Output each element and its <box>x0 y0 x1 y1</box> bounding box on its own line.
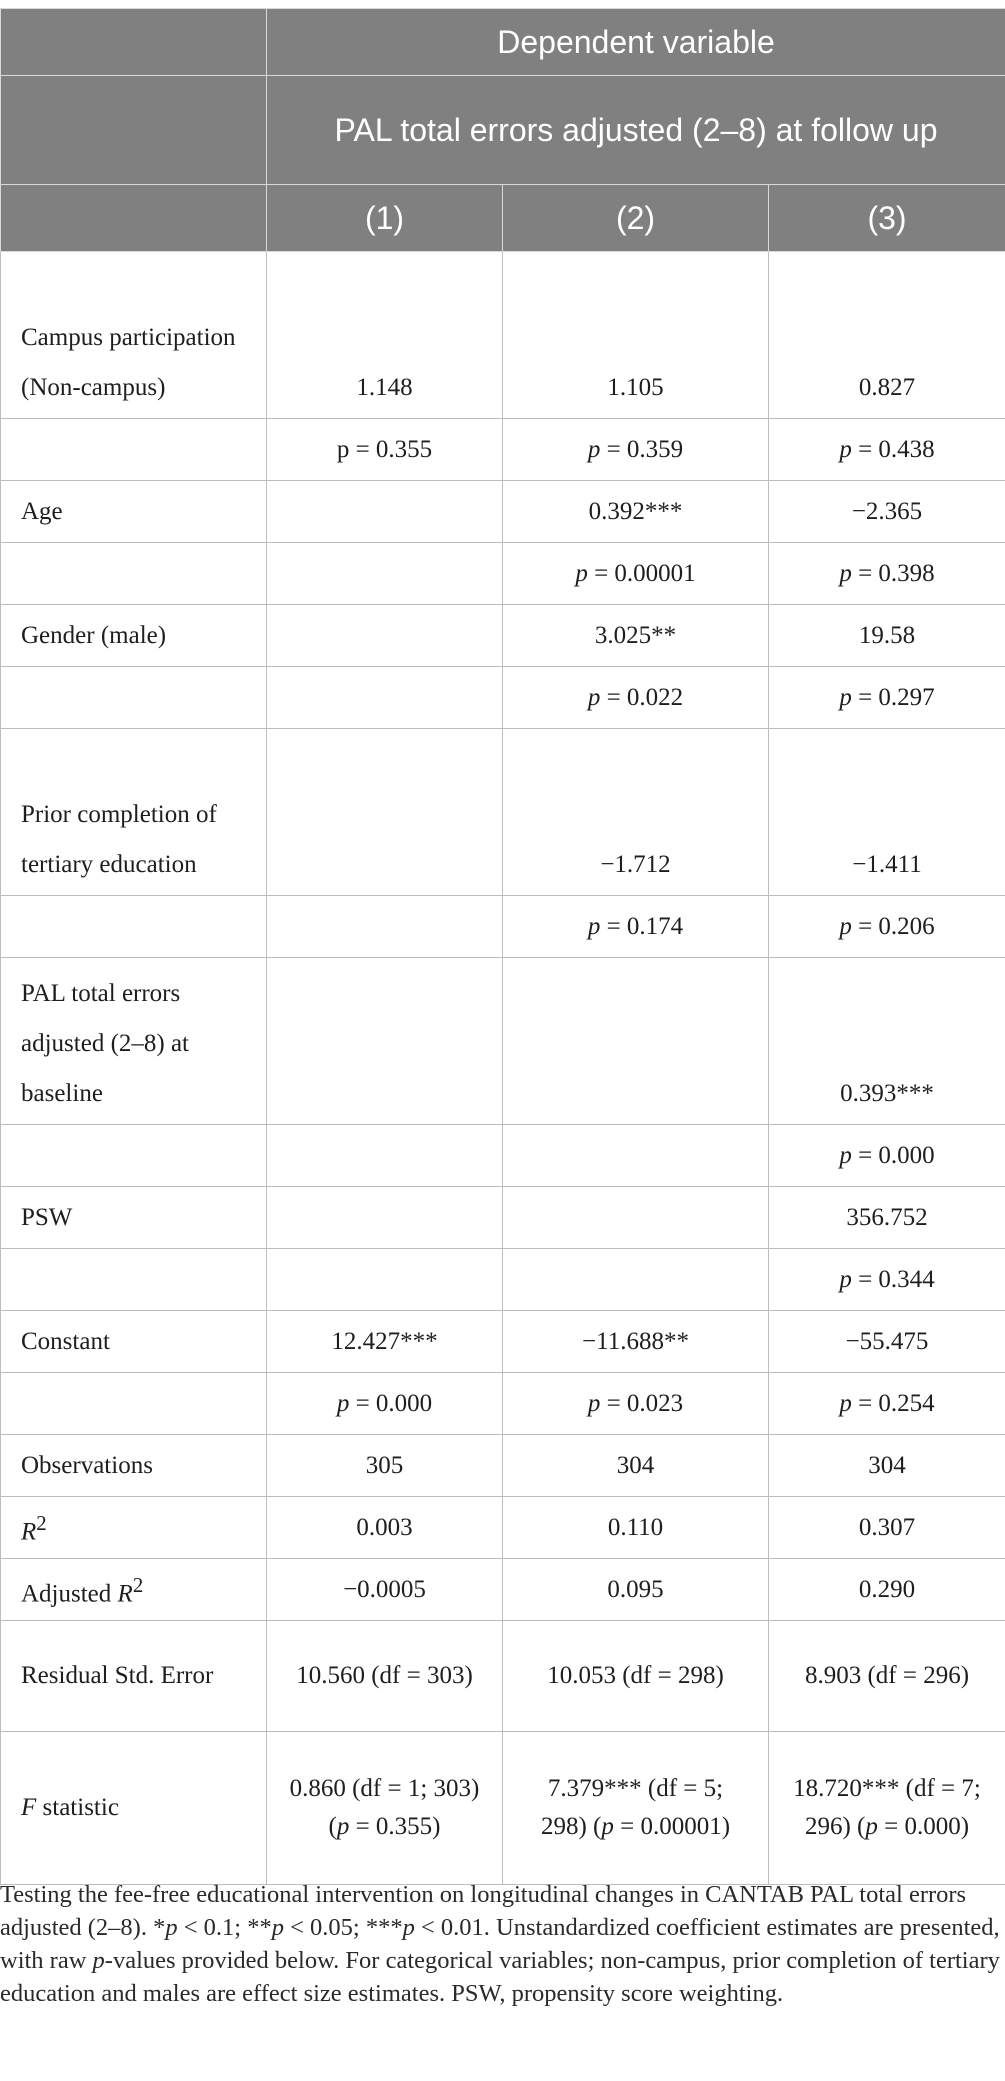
stat-cell: 18.720*** (df = 7; 296) (p = 0.000) <box>769 1732 1005 1885</box>
p-value-cell: p = 0.00001 <box>503 543 769 605</box>
table-row-psw-p <box>1 1249 1005 1311</box>
row-label: Gender (male) <box>1 605 267 667</box>
table-header <box>1 9 1005 252</box>
coef-cell: 1.105 <box>503 252 769 419</box>
row-label: F statistic <box>1 1732 267 1885</box>
p-value-cell <box>503 1125 769 1187</box>
row-label: Campus participation (Non-campus) <box>1 252 267 419</box>
empty-cell <box>1 896 267 958</box>
stat-cell: 305 <box>267 1435 503 1497</box>
coef-cell: 0.827 <box>769 252 1005 419</box>
coef-cell: 12.427*** <box>267 1311 503 1373</box>
coef-cell <box>267 958 503 1125</box>
p-value-cell: p = 0.000 <box>769 1125 1005 1187</box>
row-label: Constant <box>1 1311 267 1373</box>
p-value-cell: p = 0.000 <box>267 1373 503 1435</box>
p-value-cell: p = 0.344 <box>769 1249 1005 1311</box>
stat-cell: 0.095 <box>503 1559 769 1621</box>
column-header-3: (3) <box>769 185 1005 252</box>
coef-cell: −55.475 <box>769 1311 1005 1373</box>
header-empty-cell <box>1 9 267 76</box>
p-value-cell <box>267 543 503 605</box>
row-label: $R^2$ <box>1 1497 267 1559</box>
empty-cell <box>1 1249 267 1311</box>
row-label: PSW <box>1 1187 267 1249</box>
p-value-cell <box>267 896 503 958</box>
p-value-cell <box>267 1125 503 1187</box>
table-row-campus-p <box>1 419 1005 481</box>
stat-cell: 10.053 (df = 298) <box>503 1621 769 1732</box>
table-row-gender-p <box>1 667 1005 729</box>
coef-cell <box>267 481 503 543</box>
stat-cell: −0.0005 <box>267 1559 503 1621</box>
stat-cell: 0.860 (df = 1; 303) (p = 0.355) <box>267 1732 503 1885</box>
coef-cell: 19.58 <box>769 605 1005 667</box>
table-row-tertiary-coef <box>1 729 1005 896</box>
p-value-cell: p = 0.359 <box>503 419 769 481</box>
coef-cell: −1.712 <box>503 729 769 896</box>
stat-cell: 8.903 (df = 296) <box>769 1621 1005 1732</box>
dependent-variable-header: Dependent variable <box>267 9 1005 76</box>
regression-table <box>0 8 1005 1885</box>
p-value-cell <box>267 667 503 729</box>
table-row-residual-std-error <box>1 1621 1005 1732</box>
stat-cell: 7.379*** (df = 5; 298) (p = 0.00001) <box>503 1732 769 1885</box>
table-row-adjusted-r2 <box>1 1559 1005 1621</box>
dependent-variable-name: PAL total errors adjusted (2–8) at follow up <box>267 76 1005 185</box>
p-value-cell: p = 0.254 <box>769 1373 1005 1435</box>
table-row-age-p <box>1 543 1005 605</box>
stat-cell: 304 <box>503 1435 769 1497</box>
p-value-cell: p = 0.022 <box>503 667 769 729</box>
coef-cell: −2.365 <box>769 481 1005 543</box>
empty-cell <box>1 667 267 729</box>
coef-cell: 1.148 <box>267 252 503 419</box>
stat-cell: 0.003 <box>267 1497 503 1559</box>
table-row-f-statistic <box>1 1732 1005 1885</box>
coef-cell <box>503 1187 769 1249</box>
column-header-2: (2) <box>503 185 769 252</box>
coef-cell: −11.688** <box>503 1311 769 1373</box>
coef-cell: 0.393*** <box>769 958 1005 1125</box>
coef-cell <box>503 958 769 1125</box>
row-label: Observations <box>1 1435 267 1497</box>
table-row-age-coef <box>1 481 1005 543</box>
header-empty-cell <box>1 185 267 252</box>
coef-cell <box>267 729 503 896</box>
stat-cell: 10.560 (df = 303) <box>267 1621 503 1732</box>
empty-cell <box>1 1125 267 1187</box>
row-label: Adjusted $R^2$ <box>1 1559 267 1621</box>
stat-cell: 0.307 <box>769 1497 1005 1559</box>
coef-cell <box>267 605 503 667</box>
table-row-baseline-p <box>1 1125 1005 1187</box>
table-row-tertiary-p <box>1 896 1005 958</box>
coef-cell: 3.025** <box>503 605 769 667</box>
empty-cell <box>1 419 267 481</box>
row-label: Age <box>1 481 267 543</box>
stat-cell: 304 <box>769 1435 1005 1497</box>
coef-cell: 356.752 <box>769 1187 1005 1249</box>
coef-cell: −1.411 <box>769 729 1005 896</box>
empty-cell <box>1 1373 267 1435</box>
row-label: PAL total errors adjusted (2–8) at baseline <box>1 958 267 1125</box>
p-value-cell <box>503 1249 769 1311</box>
p-value-cell: p = 0.355 <box>267 419 503 481</box>
table-row-campus-coef <box>1 252 1005 419</box>
table-row-constant-p <box>1 1373 1005 1435</box>
table-row-r2 <box>1 1497 1005 1559</box>
p-value-cell: p = 0.174 <box>503 896 769 958</box>
row-label: Residual Std. Error <box>1 1621 267 1732</box>
stat-cell: 0.290 <box>769 1559 1005 1621</box>
header-empty-cell <box>1 76 267 185</box>
p-value-cell <box>267 1249 503 1311</box>
row-label: Prior completion of tertiary education <box>1 729 267 896</box>
table-row-baseline-coef <box>1 958 1005 1125</box>
table-row-constant-coef <box>1 1311 1005 1373</box>
table-caption: Testing the fee-free educational intervention on longitudinal changes in CANTAB PAL total errors adjusted (2–8). *p < 0.1; **p < 0.05; ***p < 0.01. Unstandardized coefficient estimates are presented, with raw p-values provided below. For categorical variables; non-campus, prior completion of tertiary education and males are effect size estimates. PSW, propensity score weighting. <box>0 1881 1000 2007</box>
p-value-cell: p = 0.206 <box>769 896 1005 958</box>
table-row-gender-coef <box>1 605 1005 667</box>
coef-cell: 0.392*** <box>503 481 769 543</box>
p-value-cell: p = 0.438 <box>769 419 1005 481</box>
table-row-observations <box>1 1435 1005 1497</box>
p-value-cell: p = 0.023 <box>503 1373 769 1435</box>
coef-cell <box>267 1187 503 1249</box>
p-value-cell: p = 0.398 <box>769 543 1005 605</box>
table-row-psw-coef <box>1 1187 1005 1249</box>
p-value-cell: p = 0.297 <box>769 667 1005 729</box>
empty-cell <box>1 543 267 605</box>
column-header-1: (1) <box>267 185 503 252</box>
stat-cell: 0.110 <box>503 1497 769 1559</box>
